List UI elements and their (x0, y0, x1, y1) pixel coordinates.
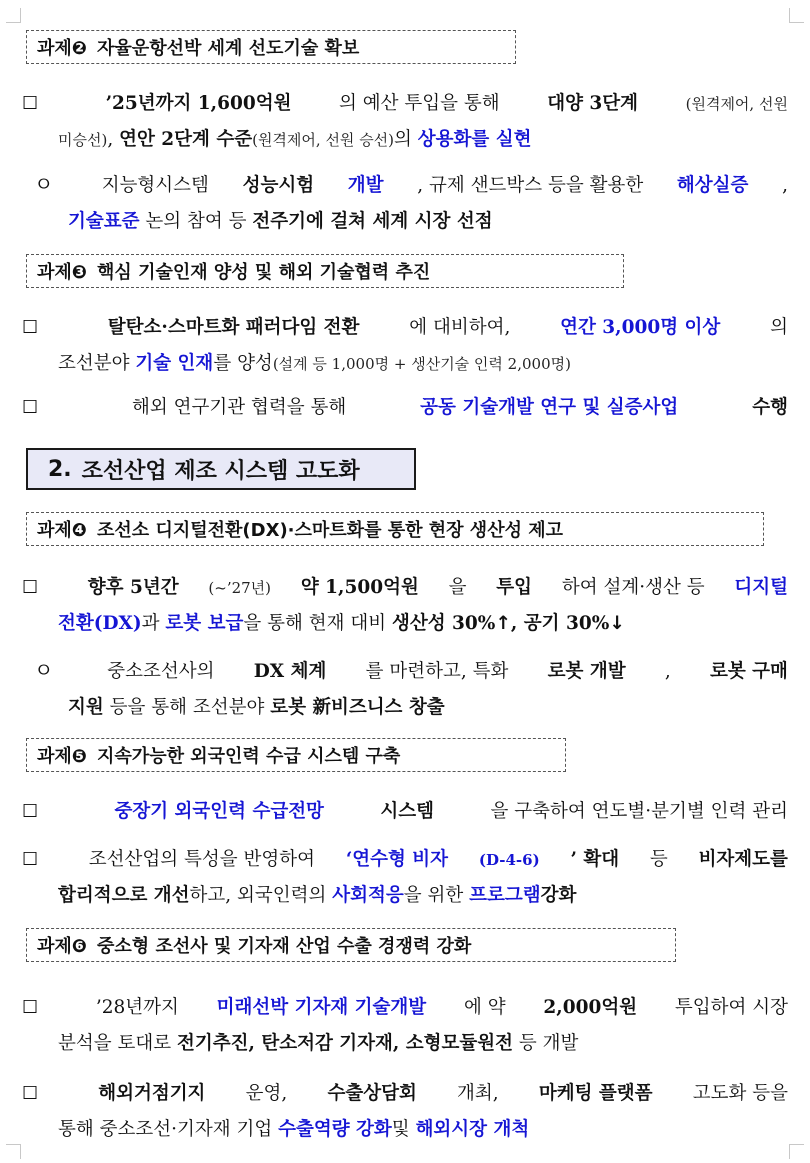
text-run: 조선산업의 특성을 반영하여 (88, 849, 316, 870)
section-heading (26, 448, 416, 490)
checkbox-icon: ☐ (22, 997, 39, 1018)
text-run: 생산성 30% (392, 613, 496, 634)
text-run: ’28년까지 (95, 997, 179, 1018)
text-run: , 공기 30% (510, 613, 610, 634)
text-run: 고도화 등을 (692, 1083, 788, 1104)
text-run: 에 약 (463, 997, 506, 1018)
text-run: 투입하여 시장 (674, 997, 788, 1018)
task-label: 과제❹ (37, 520, 88, 541)
text-run: 등을 통해 조선분야 (109, 697, 265, 718)
text-run: 로봇 新비즈니스 창출 (270, 697, 445, 718)
text-run: 미승선) (58, 131, 108, 149)
task-label: 과제❻ (37, 936, 88, 957)
text-run: 전환(DX) (58, 613, 142, 634)
checkbox-icon: ☐ (22, 577, 39, 598)
text-run: 개최, (457, 1083, 499, 1104)
text-run: 기술표준 (68, 211, 140, 232)
text-line (22, 606, 788, 642)
text-run: 사회적응 (332, 885, 404, 906)
text-run: 조선분야 (58, 353, 130, 374)
section-number: 2. (48, 456, 72, 482)
task-4-header (26, 512, 764, 546)
text-run: 및 (391, 1119, 410, 1140)
text-run: 해외 연구기관 협력을 통해 (131, 397, 347, 418)
text-line (22, 794, 788, 830)
text-run: 의 (770, 317, 788, 338)
text-line (22, 390, 788, 426)
text-run: 을 위한 (403, 885, 464, 906)
text-run: 해외시장 개척 (415, 1119, 530, 1140)
text-run: 를 양성 (213, 353, 273, 374)
text-run: 을 통해 현재 대비 (243, 613, 387, 634)
down-arrow-icon: ↓ (609, 613, 625, 634)
up-arrow-icon: ↑ (495, 613, 511, 634)
text-line (22, 346, 788, 382)
text-run: 성능시험 (242, 175, 315, 196)
text-run: 2,000억원 (543, 997, 638, 1018)
task-3-header (26, 254, 624, 288)
task-title: 지속가능한 외국인력 수급 시스템 구축 (97, 746, 401, 767)
paragraph-7 (22, 794, 788, 830)
text-run: 을 구축하여 연도별·분기별 인력 관리 (490, 801, 788, 822)
text-run: 로봇 구매 (710, 661, 788, 682)
paragraph-4 (22, 390, 788, 426)
paragraph-5 (22, 570, 788, 642)
text-run: , (107, 129, 114, 150)
text-run: (원격제어, 선원 (685, 95, 788, 113)
text-run: 하고, 외국인력의 (189, 885, 327, 906)
paragraph-2 (22, 166, 788, 240)
checkbox-icon: ☐ (22, 801, 39, 822)
text-line (22, 570, 788, 606)
text-run: 를 마련하고, 특화 (365, 661, 509, 682)
text-run: (설계 등 1,000명 + 생산기술 인력 2,000명) (272, 355, 571, 373)
text-run: 수출역량 강화 (278, 1119, 392, 1140)
page-corner-mark (6, 8, 21, 23)
text-run: 투입 (496, 577, 533, 598)
text-line (22, 1112, 788, 1148)
text-run: 논의 참여 등 (145, 211, 247, 232)
text-line (22, 1026, 788, 1062)
text-line (22, 310, 788, 346)
paragraph-6 (22, 652, 788, 726)
text-run: 약 1,500억원 (300, 577, 419, 598)
text-run: 에 대비하여, (409, 317, 511, 338)
circle-bullet-icon: ㅇ (34, 658, 54, 682)
task-label: 과제❷ (37, 38, 88, 59)
text-run: 프로그램 (469, 885, 541, 906)
text-run: 개발 (347, 175, 384, 196)
section-title: 조선산업 제조 시스템 고도화 (81, 458, 360, 484)
text-run: , (782, 175, 788, 196)
page-corner-mark (789, 8, 804, 23)
text-line (22, 204, 788, 240)
text-run: 기술 인재 (135, 353, 214, 374)
task-title: 자율운항선박 세계 선도기술 확보 (97, 38, 360, 59)
text-run: , 규제 샌드박스 등을 활용한 (417, 175, 644, 196)
text-run: 중장기 외국인력 수급전망 (114, 801, 324, 822)
text-run: 상용화를 실현 (417, 129, 532, 150)
text-run: 대양 3단계 (547, 93, 639, 114)
task-title: 조선소 디지털전환(DX)·스마트화를 통한 현장 생산성 제고 (97, 520, 564, 541)
checkbox-icon: ☐ (22, 93, 39, 114)
text-run: (D-4-6) (478, 851, 540, 869)
text-run: 통해 중소조선·기자재 기업 (58, 1119, 273, 1140)
text-line (22, 878, 788, 914)
text-run: 전주기에 걸쳐 세계 시장 선점 (252, 211, 493, 232)
text-run: 과 (141, 613, 160, 634)
text-line (22, 842, 788, 878)
text-run: ’ 확대 (570, 849, 620, 870)
paragraph-3 (22, 310, 788, 382)
task-label: 과제❸ (37, 262, 88, 283)
page-corner-mark (6, 1144, 21, 1159)
text-line (22, 652, 788, 690)
text-run: 로봇 보급 (165, 613, 244, 634)
text-run: (~’27년) (208, 579, 272, 597)
text-run: 마케팅 플랫폼 (538, 1083, 653, 1104)
checkbox-icon: ☐ (22, 317, 39, 338)
text-line (22, 1076, 788, 1112)
paragraph-8 (22, 842, 788, 914)
text-run: 해상실증 (676, 175, 749, 196)
text-run: 미래선박 기자재 기술개발 (216, 997, 427, 1018)
text-run: 디지털 (734, 577, 788, 598)
task-title: 중소형 조선사 및 기자재 산업 수출 경쟁력 강화 (97, 936, 472, 957)
text-run: 의 예산 투입을 통해 (339, 93, 500, 114)
text-run: 등 개발 (518, 1033, 579, 1054)
text-run: 하여 설계·생산 등 (561, 577, 705, 598)
text-run: 운영, (245, 1083, 288, 1104)
text-run: 탈탄소·스마트화 패러다임 전환 (107, 317, 360, 338)
text-run: 강화 (540, 885, 577, 906)
text-line (22, 990, 788, 1026)
task-title: 핵심 기술인재 양성 및 해외 기술협력 추진 (97, 262, 431, 283)
task-5-header (26, 738, 566, 772)
text-run: 비자제도를 (698, 849, 788, 870)
text-run: (원격제어, 선원 승선) (252, 131, 395, 149)
paragraph-10 (22, 1076, 788, 1148)
text-run: 등 (649, 849, 668, 870)
task-2-header (26, 30, 516, 64)
task-label: 과제❺ (37, 746, 88, 767)
text-run: 분석을 토대로 (58, 1033, 172, 1054)
text-run: , (664, 661, 671, 682)
text-run: 중소조선사의 (107, 661, 215, 682)
checkbox-icon: ☐ (22, 849, 39, 870)
text-run: ’25년까지 1,600억원 (105, 93, 292, 114)
paragraph-1 (22, 86, 788, 158)
text-run: 수출상담회 (327, 1083, 417, 1104)
text-run: 연간 3,000명 이상 (560, 317, 721, 338)
paragraph-9 (22, 990, 788, 1062)
text-run: 전기추진, 탄소저감 기자재, 소형모듈원전 (177, 1033, 514, 1054)
text-line (22, 122, 788, 158)
checkbox-icon: ☐ (22, 397, 39, 418)
text-run: 합리적으로 개선 (58, 885, 190, 906)
checkbox-icon: ☐ (22, 1083, 39, 1104)
page-corner-mark (789, 1144, 804, 1159)
task-6-header (26, 928, 676, 962)
text-run: 로봇 개발 (547, 661, 626, 682)
text-line (22, 166, 788, 204)
text-run: 지능형시스템 (101, 175, 209, 196)
text-line (22, 690, 788, 726)
text-run: DX 체계 (253, 661, 327, 682)
text-run: 을 (448, 577, 467, 598)
circle-bullet-icon: ㅇ (34, 172, 54, 196)
text-run: 지원 (68, 697, 104, 718)
text-run: 해외거점기지 (98, 1083, 206, 1104)
text-run: 공동 기술개발 연구 및 실증사업 (420, 397, 679, 418)
text-line (22, 86, 788, 122)
text-run: ‘연수형 비자 (345, 849, 449, 870)
text-run: 의 (394, 129, 412, 150)
text-run: 시스템 (380, 801, 435, 822)
text-run: 연안 2단계 수준 (119, 129, 253, 150)
text-run: 향후 5년간 (87, 577, 179, 598)
text-run: 수행 (752, 397, 788, 418)
